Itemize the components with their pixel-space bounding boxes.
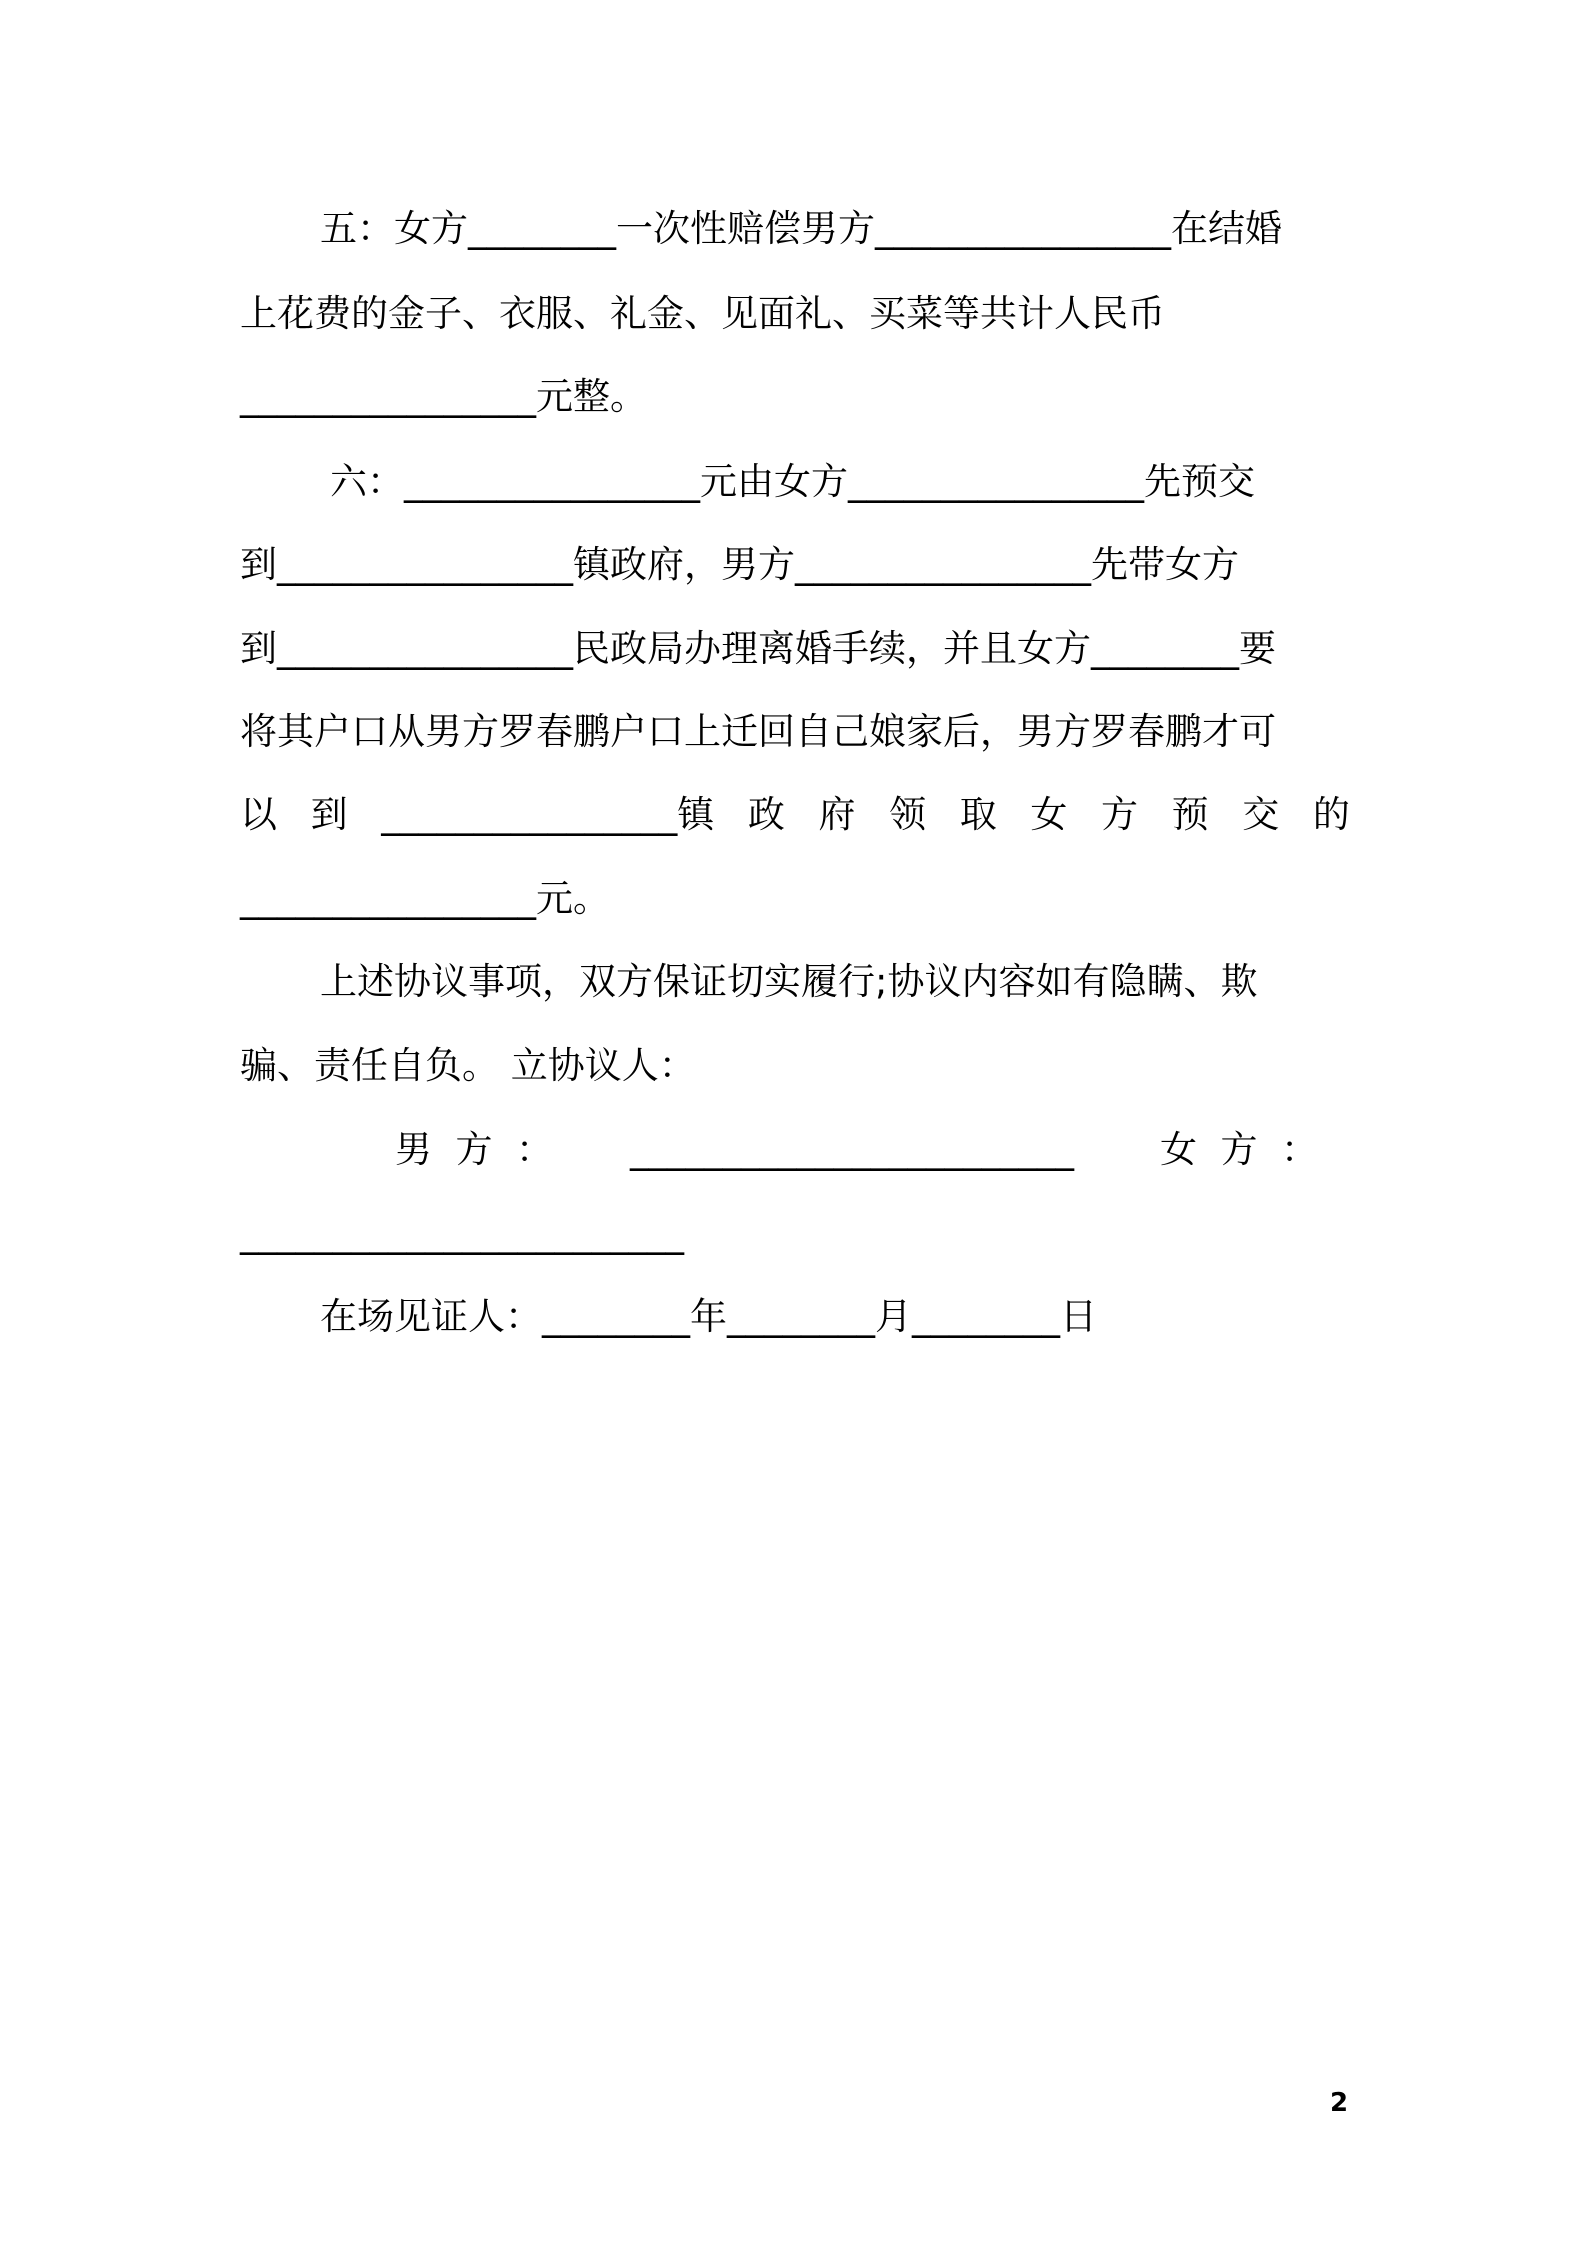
paragraph-6-line-5-part: 府: [818, 793, 856, 836]
witness-label: 在场见证人：: [320, 1295, 542, 1338]
closing-line-2: 骗、责任自负。 立协议人：: [240, 1044, 696, 1087]
paragraph-6-line-2: 到________________镇政府，男方________________先带女方: [240, 543, 1239, 586]
paragraph-6-line-5-part: 以: [240, 793, 277, 836]
paragraph-6-line-5-part: 的: [1312, 793, 1350, 836]
witness-blank-2: ________: [727, 1295, 875, 1338]
paragraph-6-line-5-part: 取: [959, 793, 997, 836]
closing-line-1: 上述协议事项，双方保证切实履行;协议内容如有隐瞒、欺: [320, 960, 1258, 1003]
paragraph-6-line-5-part: 领: [889, 793, 927, 836]
paragraph-6-line-5-part: ________________镇: [381, 793, 715, 836]
witness-line: [320, 1293, 1350, 1341]
male-signature-blank: ________________________: [630, 1128, 1074, 1171]
paragraph-5-line-2: 上花费的金子、衣服、礼金、见面礼、买菜等共计人民币: [240, 292, 1165, 335]
witness-year: 年: [690, 1295, 727, 1338]
witness-blank-1: ________: [542, 1295, 690, 1338]
female-signature-label: 女 方 ：: [1160, 1128, 1319, 1171]
paragraph-6-line-5-part: 女: [1030, 793, 1068, 836]
paragraph-6-line-6: ________________元。: [240, 877, 610, 920]
paragraph-6-line-3: 到________________民政局办理离婚手续，并且女方________要: [240, 627, 1276, 670]
paragraph-6-line-5-part: 到: [310, 793, 348, 836]
witness-month: 月: [875, 1295, 912, 1338]
paragraph-6-line-5-part: 政: [747, 793, 785, 836]
witness-day: 日: [1060, 1295, 1097, 1338]
signature-line: [395, 1126, 1350, 1174]
female-signature-blank: ________________________: [240, 1212, 684, 1255]
paragraph-6-line-5: [240, 791, 1350, 839]
paragraph-6-line-4: 将其户口从男方罗春鹏户口上迁回自己娘家后，男方罗春鹏才可: [240, 710, 1276, 753]
paragraph-5-line-3: ________________元整。: [240, 375, 647, 418]
paragraph-6-line-1: 六：________________元由女方________________先预交: [330, 460, 1255, 503]
paragraph-6-line-5-part: 方: [1101, 793, 1138, 836]
page-number: 2: [1330, 2088, 1349, 2118]
male-signature-label: 男 方 ：: [395, 1128, 554, 1171]
paragraph-6-line-5-part: 预: [1171, 793, 1209, 836]
paragraph-5-line-1: 五：女方________一次性赔偿男方________________在结婚: [320, 207, 1282, 250]
witness-blank-3: ________: [912, 1295, 1060, 1338]
paragraph-6-line-5-part: 交: [1242, 793, 1280, 836]
